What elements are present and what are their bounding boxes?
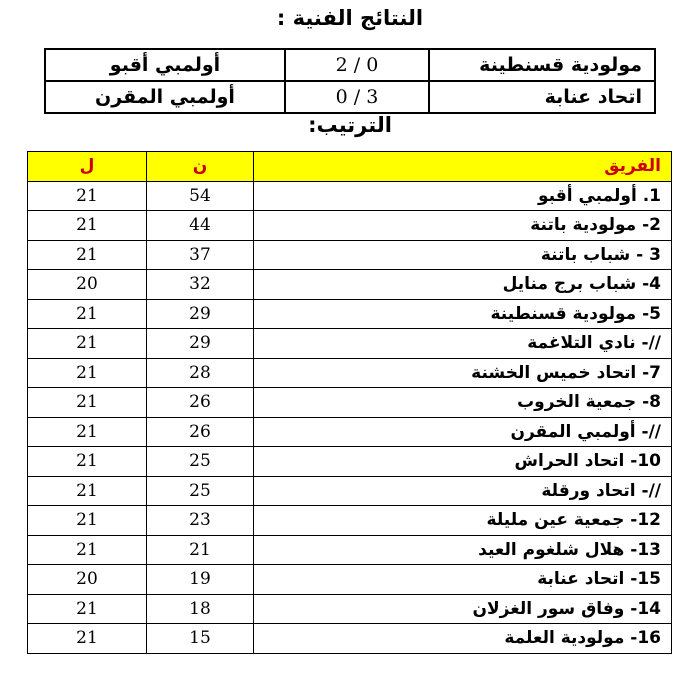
- standings-row: [28, 270, 672, 300]
- standings-row: [28, 181, 672, 211]
- standings-row: [28, 506, 672, 536]
- standings-header-row: [28, 152, 672, 182]
- points-cell: 44: [147, 211, 254, 241]
- team-cell: 16- مولودية العلمة: [254, 624, 672, 654]
- results-title: النتائج الفنية :: [276, 6, 424, 30]
- points-cell: 21: [147, 535, 254, 565]
- played-cell: 21: [28, 299, 147, 329]
- result-row: [45, 81, 655, 113]
- standings-row: [28, 358, 672, 388]
- header-played: ل: [28, 152, 147, 182]
- played-cell: 20: [28, 270, 147, 300]
- standings-row: [28, 447, 672, 477]
- home-team: مولودية قسنطينة: [429, 49, 655, 81]
- team-cell: 4- شباب برج منايل: [254, 270, 672, 300]
- points-cell: 54: [147, 181, 254, 211]
- played-cell: 21: [28, 506, 147, 536]
- team-cell: //- أولمبي المقرن: [254, 417, 672, 447]
- played-cell: 21: [28, 388, 147, 418]
- played-cell: 21: [28, 476, 147, 506]
- standings-row: [28, 565, 672, 595]
- team-cell: //- اتحاد ورقلة: [254, 476, 672, 506]
- points-cell: 15: [147, 624, 254, 654]
- results-table: [44, 48, 656, 114]
- points-cell: 28: [147, 358, 254, 388]
- played-cell: 21: [28, 417, 147, 447]
- standings-row: [28, 299, 672, 329]
- played-cell: 21: [28, 447, 147, 477]
- points-cell: 29: [147, 299, 254, 329]
- played-cell: 21: [28, 211, 147, 241]
- team-cell: 15- اتحاد عنابة: [254, 565, 672, 595]
- points-cell: 29: [147, 329, 254, 359]
- points-cell: 32: [147, 270, 254, 300]
- points-cell: 25: [147, 476, 254, 506]
- played-cell: 21: [28, 535, 147, 565]
- points-cell: 18: [147, 594, 254, 624]
- match-score: 0 / 3: [285, 81, 429, 113]
- team-cell: 7- اتحاد خميس الخشنة: [254, 358, 672, 388]
- played-cell: 21: [28, 181, 147, 211]
- standings-row: [28, 535, 672, 565]
- points-cell: 37: [147, 240, 254, 270]
- points-cell: 26: [147, 388, 254, 418]
- standings-row: [28, 594, 672, 624]
- team-cell: 10- اتحاد الحراش: [254, 447, 672, 477]
- result-row: [45, 49, 655, 81]
- team-cell: 2- مولودية باتنة: [254, 211, 672, 241]
- away-team: أولمبي أقبو: [45, 49, 285, 81]
- standings-row: [28, 329, 672, 359]
- team-cell: 12- جمعية عين مليلة: [254, 506, 672, 536]
- standings-row: [28, 211, 672, 241]
- played-cell: 21: [28, 624, 147, 654]
- header-team: الفريق: [254, 152, 672, 182]
- header-points: ن: [147, 152, 254, 182]
- points-cell: 23: [147, 506, 254, 536]
- away-team: أولمبي المقرن: [45, 81, 285, 113]
- standings-row: [28, 388, 672, 418]
- played-cell: 21: [28, 594, 147, 624]
- played-cell: 21: [28, 329, 147, 359]
- played-cell: 21: [28, 358, 147, 388]
- team-cell: 3 - شباب باتنة: [254, 240, 672, 270]
- played-cell: 21: [28, 240, 147, 270]
- home-team: اتحاد عنابة: [429, 81, 655, 113]
- standings-row: [28, 240, 672, 270]
- standings-row: [28, 476, 672, 506]
- team-cell: 5- مولودية قسنطينة: [254, 299, 672, 329]
- points-cell: 19: [147, 565, 254, 595]
- team-cell: 14- وفاق سور الغزلان: [254, 594, 672, 624]
- standings-table: [27, 151, 672, 654]
- standings-row: [28, 417, 672, 447]
- team-cell: 8- جمعية الخروب: [254, 388, 672, 418]
- points-cell: 26: [147, 417, 254, 447]
- team-cell: //- نادي التلاغمة: [254, 329, 672, 359]
- standings-row: [28, 624, 672, 654]
- team-cell: 1. أولمبي أقبو: [254, 181, 672, 211]
- played-cell: 20: [28, 565, 147, 595]
- ranking-title: الترتيب:: [308, 113, 392, 137]
- points-cell: 25: [147, 447, 254, 477]
- match-score: 2 / 0: [285, 49, 429, 81]
- team-cell: 13- هلال شلغوم العيد: [254, 535, 672, 565]
